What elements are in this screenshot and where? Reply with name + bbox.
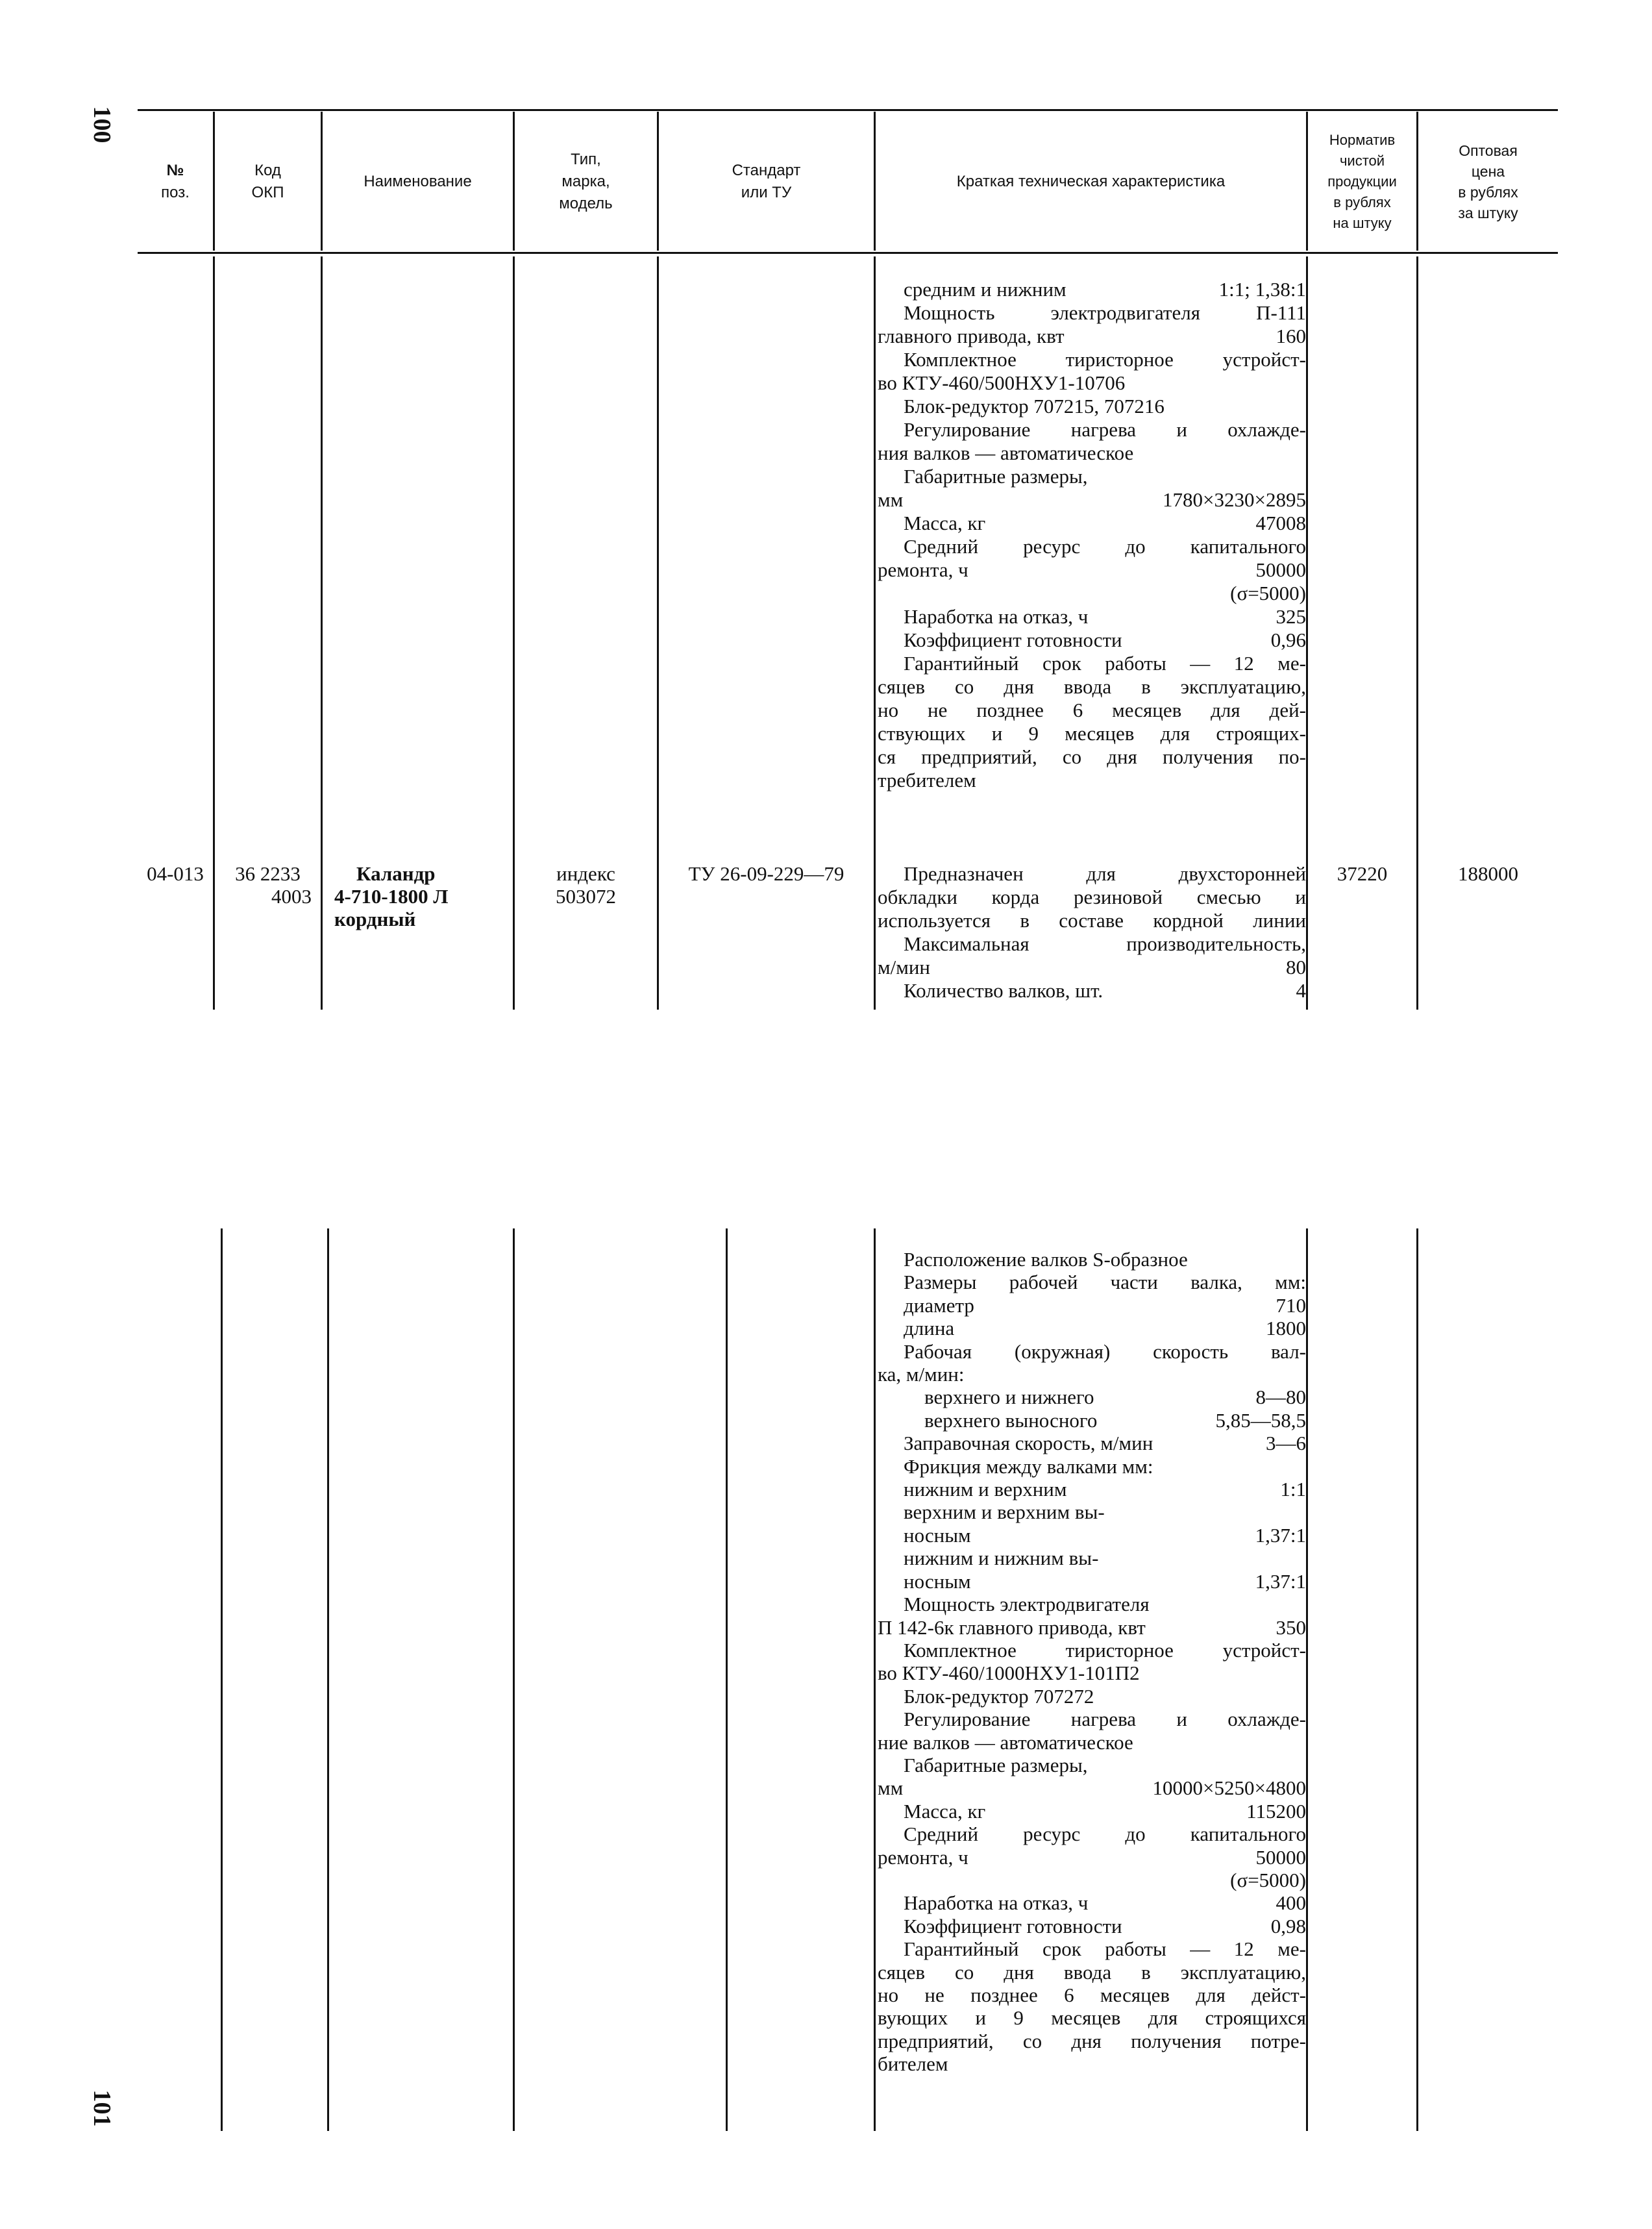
header-type <box>515 123 657 240</box>
spec-text: Максимальная производительность, <box>904 932 1306 955</box>
spec-text: используется в составе кордной линии <box>878 909 1306 932</box>
item-position: 04-013 <box>147 862 204 885</box>
header-label: за штуку <box>1458 205 1518 221</box>
item-price: 188000 <box>1458 862 1518 885</box>
spec-text: Комплектное тиристорное устройст- <box>904 1638 1306 1662</box>
item-spec <box>878 862 1306 1002</box>
header-label: цена <box>1471 163 1505 180</box>
spec-text: Масса, кг <box>904 512 986 534</box>
item-okp-code <box>215 862 321 908</box>
spec-value: 3—6 <box>1266 1432 1306 1455</box>
spec-text: ка, м/мин: <box>878 1363 965 1386</box>
spec-value: 50000 <box>1255 558 1306 581</box>
spec-text: верхнего и нижнего <box>924 1386 1094 1409</box>
header-bottom-rule <box>138 252 1558 254</box>
spec-value: 325 <box>1276 605 1306 628</box>
spec-text: Наработка на отказ, ч <box>904 1891 1089 1915</box>
spec-text: Регулирование нагрева и охлажде- <box>904 1708 1306 1731</box>
spec-text: Рабочая (окружная) скорость вал- <box>904 1339 1306 1363</box>
spec-value: 1:1; 1,38:1 <box>1218 278 1306 301</box>
header-standard <box>659 123 874 240</box>
column-divider <box>657 256 659 1010</box>
spec-text: Габаритные размеры, <box>904 1753 1088 1776</box>
header-label: в рублях <box>1458 184 1518 201</box>
spec-text: но не позднее 6 месяцев для дей- <box>878 699 1306 721</box>
spec-text: Заправочная скорость, м/мин <box>904 1432 1153 1455</box>
header-label: ОКП <box>251 184 284 201</box>
spec-text: нижним и верхним <box>904 1478 1067 1501</box>
header-label: Код <box>254 162 281 179</box>
header-okp <box>215 123 321 240</box>
spec-text: Блок-редуктор 707272 <box>904 1684 1094 1708</box>
spec-text: Коэффициент готовности <box>904 629 1122 651</box>
page-number-bottom: 101 <box>88 2089 116 2127</box>
okp-part: 4003 <box>271 885 312 908</box>
spec-value: (σ=5000) <box>1230 582 1306 604</box>
spec-text: во КТУ-460/500НХУ1-10706 <box>878 371 1126 394</box>
spec-text: мм <box>878 1776 904 1800</box>
spec-value: 0,98 <box>1270 1914 1306 1937</box>
spec-text: ние валков — автоматическое <box>878 1730 1133 1754</box>
type-line: индекс <box>556 862 615 885</box>
spec-text: Мощность электродвигателя П-111 <box>904 301 1306 324</box>
spec-text: Блок-редуктор 707215, 707216 <box>904 395 1165 417</box>
item-standard: ТУ 26-09-229—79 <box>688 862 844 885</box>
header-label: чистой <box>1339 153 1385 169</box>
spec-text: ремонта, ч <box>878 1845 968 1869</box>
header-label: Краткая техническая характеристика <box>956 173 1226 190</box>
column-divider <box>321 256 323 1010</box>
spec-text: предприятий, со дня получения потре- <box>878 2029 1306 2052</box>
header-label: или ТУ <box>741 184 792 201</box>
spec-text: сяцев со дня ввода в эксплуатацию, <box>878 675 1306 698</box>
spec-value: 400 <box>1276 1891 1306 1915</box>
spec-text: м/мин <box>878 956 931 978</box>
spec-text: верхним и верхним вы- <box>904 1501 1105 1524</box>
spec-value: (σ=5000) <box>1230 1868 1306 1891</box>
column-divider <box>1306 256 1308 1010</box>
header-label: № <box>166 162 184 179</box>
spec-text: диаметр <box>904 1293 974 1317</box>
spec-text: требителем <box>878 769 976 791</box>
spec-value: 710 <box>1276 1293 1306 1317</box>
spec-text: Наработка на отказ, ч <box>904 605 1089 628</box>
spec-value: 350 <box>1276 1615 1306 1639</box>
spec-value: 1,37:1 <box>1255 1523 1306 1547</box>
column-divider <box>327 1228 329 2131</box>
spec-text: длина <box>904 1317 955 1340</box>
spec-text: Количество валков, шт. <box>904 979 1103 1002</box>
spec-text: ся предприятий, со дня получения по- <box>878 745 1306 768</box>
spec-text: Мощность электродвигателя <box>904 1593 1150 1616</box>
spec-text: Фрикция между валками мм: <box>904 1454 1153 1478</box>
spec-value: 1:1 <box>1280 1478 1306 1501</box>
spec-text: ствующих и 9 месяцев для строящих- <box>878 722 1306 745</box>
spec-text: Средний ресурс до капитального <box>904 1823 1306 1846</box>
item-name <box>334 862 513 930</box>
spec-text: но не позднее 6 месяцев для дейст- <box>878 1984 1306 2006</box>
header-spec <box>876 123 1306 240</box>
name-line: 4-710-1800 Л <box>334 885 449 908</box>
spec-text: Комплектное тиристорное устройст- <box>904 348 1306 371</box>
header-top-rule <box>138 109 1558 111</box>
spec-value: 10000×5250×4800 <box>1152 1776 1306 1800</box>
spec-text: Предназначен для двухсторонней <box>904 862 1306 885</box>
spec-text: средним и нижним <box>904 278 1066 301</box>
item-spec-continued <box>878 1248 1306 2076</box>
column-divider <box>1306 1228 1308 2131</box>
column-divider <box>1416 1228 1418 2131</box>
spec-text: обкладки корда резиновой смесью и <box>878 886 1306 908</box>
spec-text: нижним и нижним вы- <box>904 1547 1099 1570</box>
spec-text: Расположение валков S-образное <box>904 1248 1188 1271</box>
name-line: Каландр <box>356 862 436 885</box>
type-line: 503072 <box>556 885 616 908</box>
spec-text: носным <box>904 1569 971 1593</box>
continued-spec <box>878 278 1306 792</box>
spec-text: Размеры рабочей части валка, мм: <box>904 1271 1306 1294</box>
header-label: Наименование <box>364 173 472 190</box>
spec-text: вующих и 9 месяцев для строящихся <box>878 2006 1306 2030</box>
spec-text: сяцев со дня ввода в эксплуатацию, <box>878 1960 1306 1984</box>
header-price <box>1418 123 1558 240</box>
header-label: на штуку <box>1333 215 1392 231</box>
spec-text: Средний ресурс до капитального <box>904 535 1306 558</box>
column-divider <box>1416 256 1418 1010</box>
spec-value: 4 <box>1296 979 1306 1002</box>
spec-text: носным <box>904 1523 971 1547</box>
spec-value: 1800 <box>1266 1317 1306 1340</box>
okp-part: 36 2233 <box>235 862 301 885</box>
name-line: кордный <box>334 908 416 930</box>
spec-value: 1,37:1 <box>1255 1569 1306 1593</box>
column-divider <box>874 1228 876 2131</box>
spec-value: 0,96 <box>1270 629 1306 651</box>
column-divider <box>513 1228 515 2131</box>
spec-text: Гарантийный срок работы — 12 ме- <box>904 652 1306 675</box>
spec-text: Гарантийный срок работы — 12 ме- <box>904 1937 1306 1961</box>
spec-text: ния валков — автоматическое <box>878 442 1134 464</box>
spec-value: 47008 <box>1255 512 1306 534</box>
header-label: Оптовая <box>1459 142 1518 159</box>
header-label: Стандарт <box>732 162 801 179</box>
spec-value: 160 <box>1276 325 1306 347</box>
column-divider <box>874 256 876 1010</box>
column-divider <box>726 1228 728 2131</box>
spec-value: 115200 <box>1246 1799 1306 1823</box>
header-label: продукции <box>1327 173 1397 190</box>
header-label: Тип, <box>571 151 601 168</box>
header-norm <box>1308 117 1416 247</box>
spec-value: 80 <box>1286 956 1306 978</box>
header-label: поз. <box>161 184 190 201</box>
spec-text: мм <box>878 488 904 511</box>
page-number-top: 100 <box>88 106 116 143</box>
spec-text: Регулирование нагрева и охлажде- <box>904 418 1306 441</box>
spec-text: бителем <box>878 2052 948 2076</box>
spec-value: 8—80 <box>1255 1386 1306 1409</box>
header-label: в рублях <box>1333 194 1391 210</box>
header-label: Норматив <box>1329 132 1396 148</box>
header-label: модель <box>559 195 613 212</box>
spec-text: ремонта, ч <box>878 558 968 581</box>
spec-text: верхнего выносного <box>924 1408 1098 1432</box>
item-type <box>515 862 657 908</box>
spec-text: Масса, кг <box>904 1799 986 1823</box>
spec-text: во КТУ-460/1000НХУ1-101П2 <box>878 1662 1140 1685</box>
item-norm: 37220 <box>1337 862 1388 885</box>
header-label: марка, <box>561 173 610 190</box>
spec-text: Габаритные размеры, <box>904 465 1088 488</box>
spec-value: 5,85—58,5 <box>1215 1408 1306 1432</box>
header-name <box>323 123 513 240</box>
spec-text: главного привода, квт <box>878 325 1065 347</box>
spec-value: 1780×3230×2895 <box>1163 488 1306 511</box>
header-pos <box>138 123 213 240</box>
spec-value: 50000 <box>1255 1845 1306 1869</box>
column-divider <box>221 1228 223 2131</box>
spec-text: П 142-6к главного привода, квт <box>878 1615 1146 1639</box>
spec-text: Коэффициент готовности <box>904 1914 1122 1937</box>
